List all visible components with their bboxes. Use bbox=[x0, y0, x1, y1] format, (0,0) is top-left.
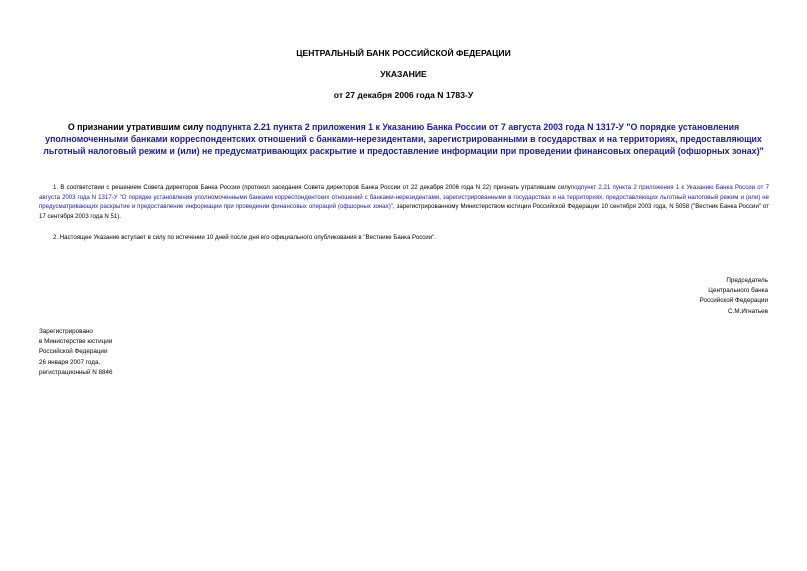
signature-block bbox=[700, 276, 768, 317]
document-date-number: от 27 декабря 2006 года N 1783-У bbox=[333, 90, 474, 100]
signature-line: Российской Федерации bbox=[699, 297, 768, 305]
signature-line: Председатель bbox=[726, 277, 768, 284]
bank-name-heading: ЦЕНТРАЛЬНЫЙ БАНК РОССИЙСКОЙ ФЕДЕРАЦИИ bbox=[296, 48, 511, 58]
paragraph-1-reference-link[interactable]: подпункт 2.21 пункта 2 приложения 1 к Указанию Банка России от 7 августа 2003 года N 1317-У "О порядке установления уполномоченными банками корреспондентских отношений с банками-нерезидентами, зарегистрированными в государствах и на территориях, предоставляющих льготный налоговый режим и (или) не предусматривающих раскрытие и предоставление информации при проведении финансовых операций (офшорных зонах)" bbox=[39, 184, 769, 211]
document-title bbox=[40, 121, 767, 157]
title-reference-link[interactable]: подпункта 2.21 пункта 2 приложения 1 к Указанию Банка России от 7 августа 2003 года N 1317-У "О порядке установления уполномоченными банками корреспондентских отношений с банками-нерезидентами, зарегистрированными в государствах и на территориях, предоставляющих льготный налоговый режим и (или) не предусматривающих раскрытие и предоставление информации при проведении финансовых операций (офшорных зонах)" bbox=[43, 122, 764, 156]
document-type-heading: УКАЗАНИЕ bbox=[380, 69, 427, 79]
paragraph-2-text: 2. Настоящее Указание вступает в силу по истечении 10 дней после дня его официального опубликования в "Вестнике Банка России". bbox=[53, 234, 436, 241]
paragraph-1 bbox=[39, 183, 769, 221]
registration-date: 26 января 2007 года, bbox=[39, 358, 101, 366]
registration-line: Российской Федерации bbox=[39, 348, 108, 356]
paragraph-1-prefix: 1. В соответствии с решением Совета директоров Банка России (протокол заседания Совета директоров Банка России от 22 декабря 2006 года N 22) признать утратившим силу bbox=[53, 184, 571, 191]
paragraph-1-suffix: , зарегистрированному Министерством юстиции Российской Федерации 10 сентября 2003 года, N 5058 ("Вестник Банка России" от 17 сентября 2003 года N 51). bbox=[39, 203, 769, 220]
signature-line: Центрального банка bbox=[708, 287, 768, 295]
registration-block bbox=[39, 327, 113, 378]
signatory-name: С.М.Игнатьев bbox=[728, 307, 768, 315]
registration-number: регистрационный N 8846 bbox=[39, 368, 113, 376]
paragraph-2 bbox=[39, 233, 769, 243]
registration-line: в Министерстве юстиции bbox=[39, 338, 113, 346]
title-prefix: О признании утратившим силу bbox=[67, 122, 206, 132]
registration-line: Зарегистрировано bbox=[39, 328, 93, 335]
